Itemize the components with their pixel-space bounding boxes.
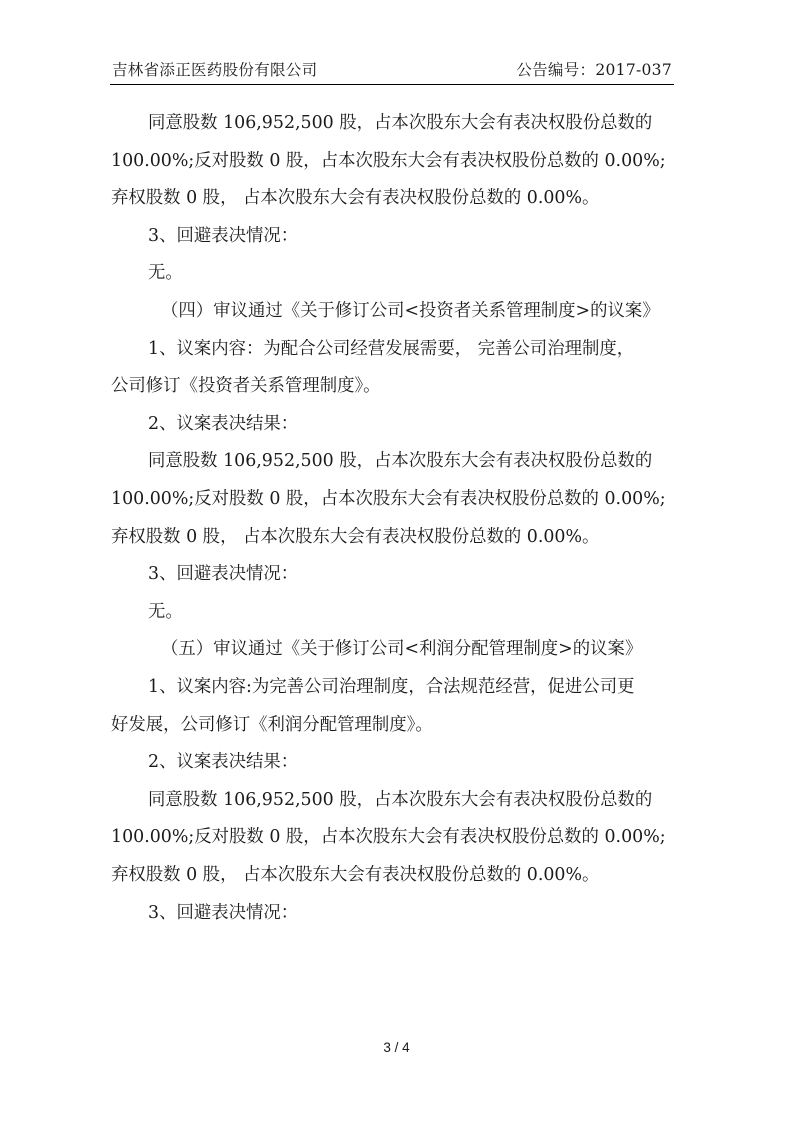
text-line: 2、议案表决结果： <box>148 413 299 434</box>
text-line: （四）审议通过《关于修订公司<投资者关系管理制度>的议案》 <box>161 301 660 321</box>
company-name: 吉林省添正医药股份有限公司 <box>112 61 318 79</box>
page-number: 3 / 4 <box>383 1040 410 1055</box>
text-line: （五）审议通过《关于修订公司<利润分配管理制度>的议案》 <box>161 639 643 660</box>
text-line: 3、回避表决情况： <box>148 225 299 246</box>
text-line: 100.00%;反对股数 0 股，占本次股东大会有表决权股份总数的 0.00%; <box>111 150 666 171</box>
text-line: 同意股数 106,952,500 股，占本次股东大会有表决权股份总数的 <box>148 113 653 133</box>
text-line: 3、回避表决情况： <box>148 564 299 585</box>
text-line: 2、议案表决结果： <box>148 752 299 773</box>
text-line: 好发展，公司修订《利润分配管理制度》。 <box>111 714 433 735</box>
text-line: 同意股数 106,952,500 股，占本次股东大会有表决权股份总数的 <box>148 451 653 472</box>
text-line: 弃权股数 0 股， 占本次股东大会有表决权股份总数的 0.00%。 <box>111 526 600 547</box>
text-line: 1、议案内容：为配合公司经营发展需要， 完善公司治理制度， <box>148 338 635 359</box>
text-line: 100.00%;反对股数 0 股，占本次股东大会有表决权股份总数的 0.00%; <box>111 827 666 848</box>
page-header <box>110 56 674 85</box>
text-line: 无。 <box>148 601 183 622</box>
text-line: 3、回避表决情况： <box>148 902 299 923</box>
text-line: 无。 <box>148 263 183 284</box>
text-line: 弃权股数 0 股， 占本次股东大会有表决权股份总数的 0.00%。 <box>111 865 600 885</box>
text-line: 1、议案内容:为完善公司治理制度，合法规范经营，促进公司更 <box>148 677 635 697</box>
text-line: 100.00%;反对股数 0 股，占本次股东大会有表决权股份总数的 0.00%; <box>111 489 666 509</box>
text-line: 同意股数 106,952,500 股，占本次股东大会有表决权股份总数的 <box>148 789 653 810</box>
text-line: 公司修订《投资者关系管理制度》。 <box>111 376 381 397</box>
notice-number: 公告编号：2017-037 <box>516 61 672 79</box>
text-line: 弃权股数 0 股， 占本次股东大会有表决权股份总数的 0.00%。 <box>111 188 600 209</box>
